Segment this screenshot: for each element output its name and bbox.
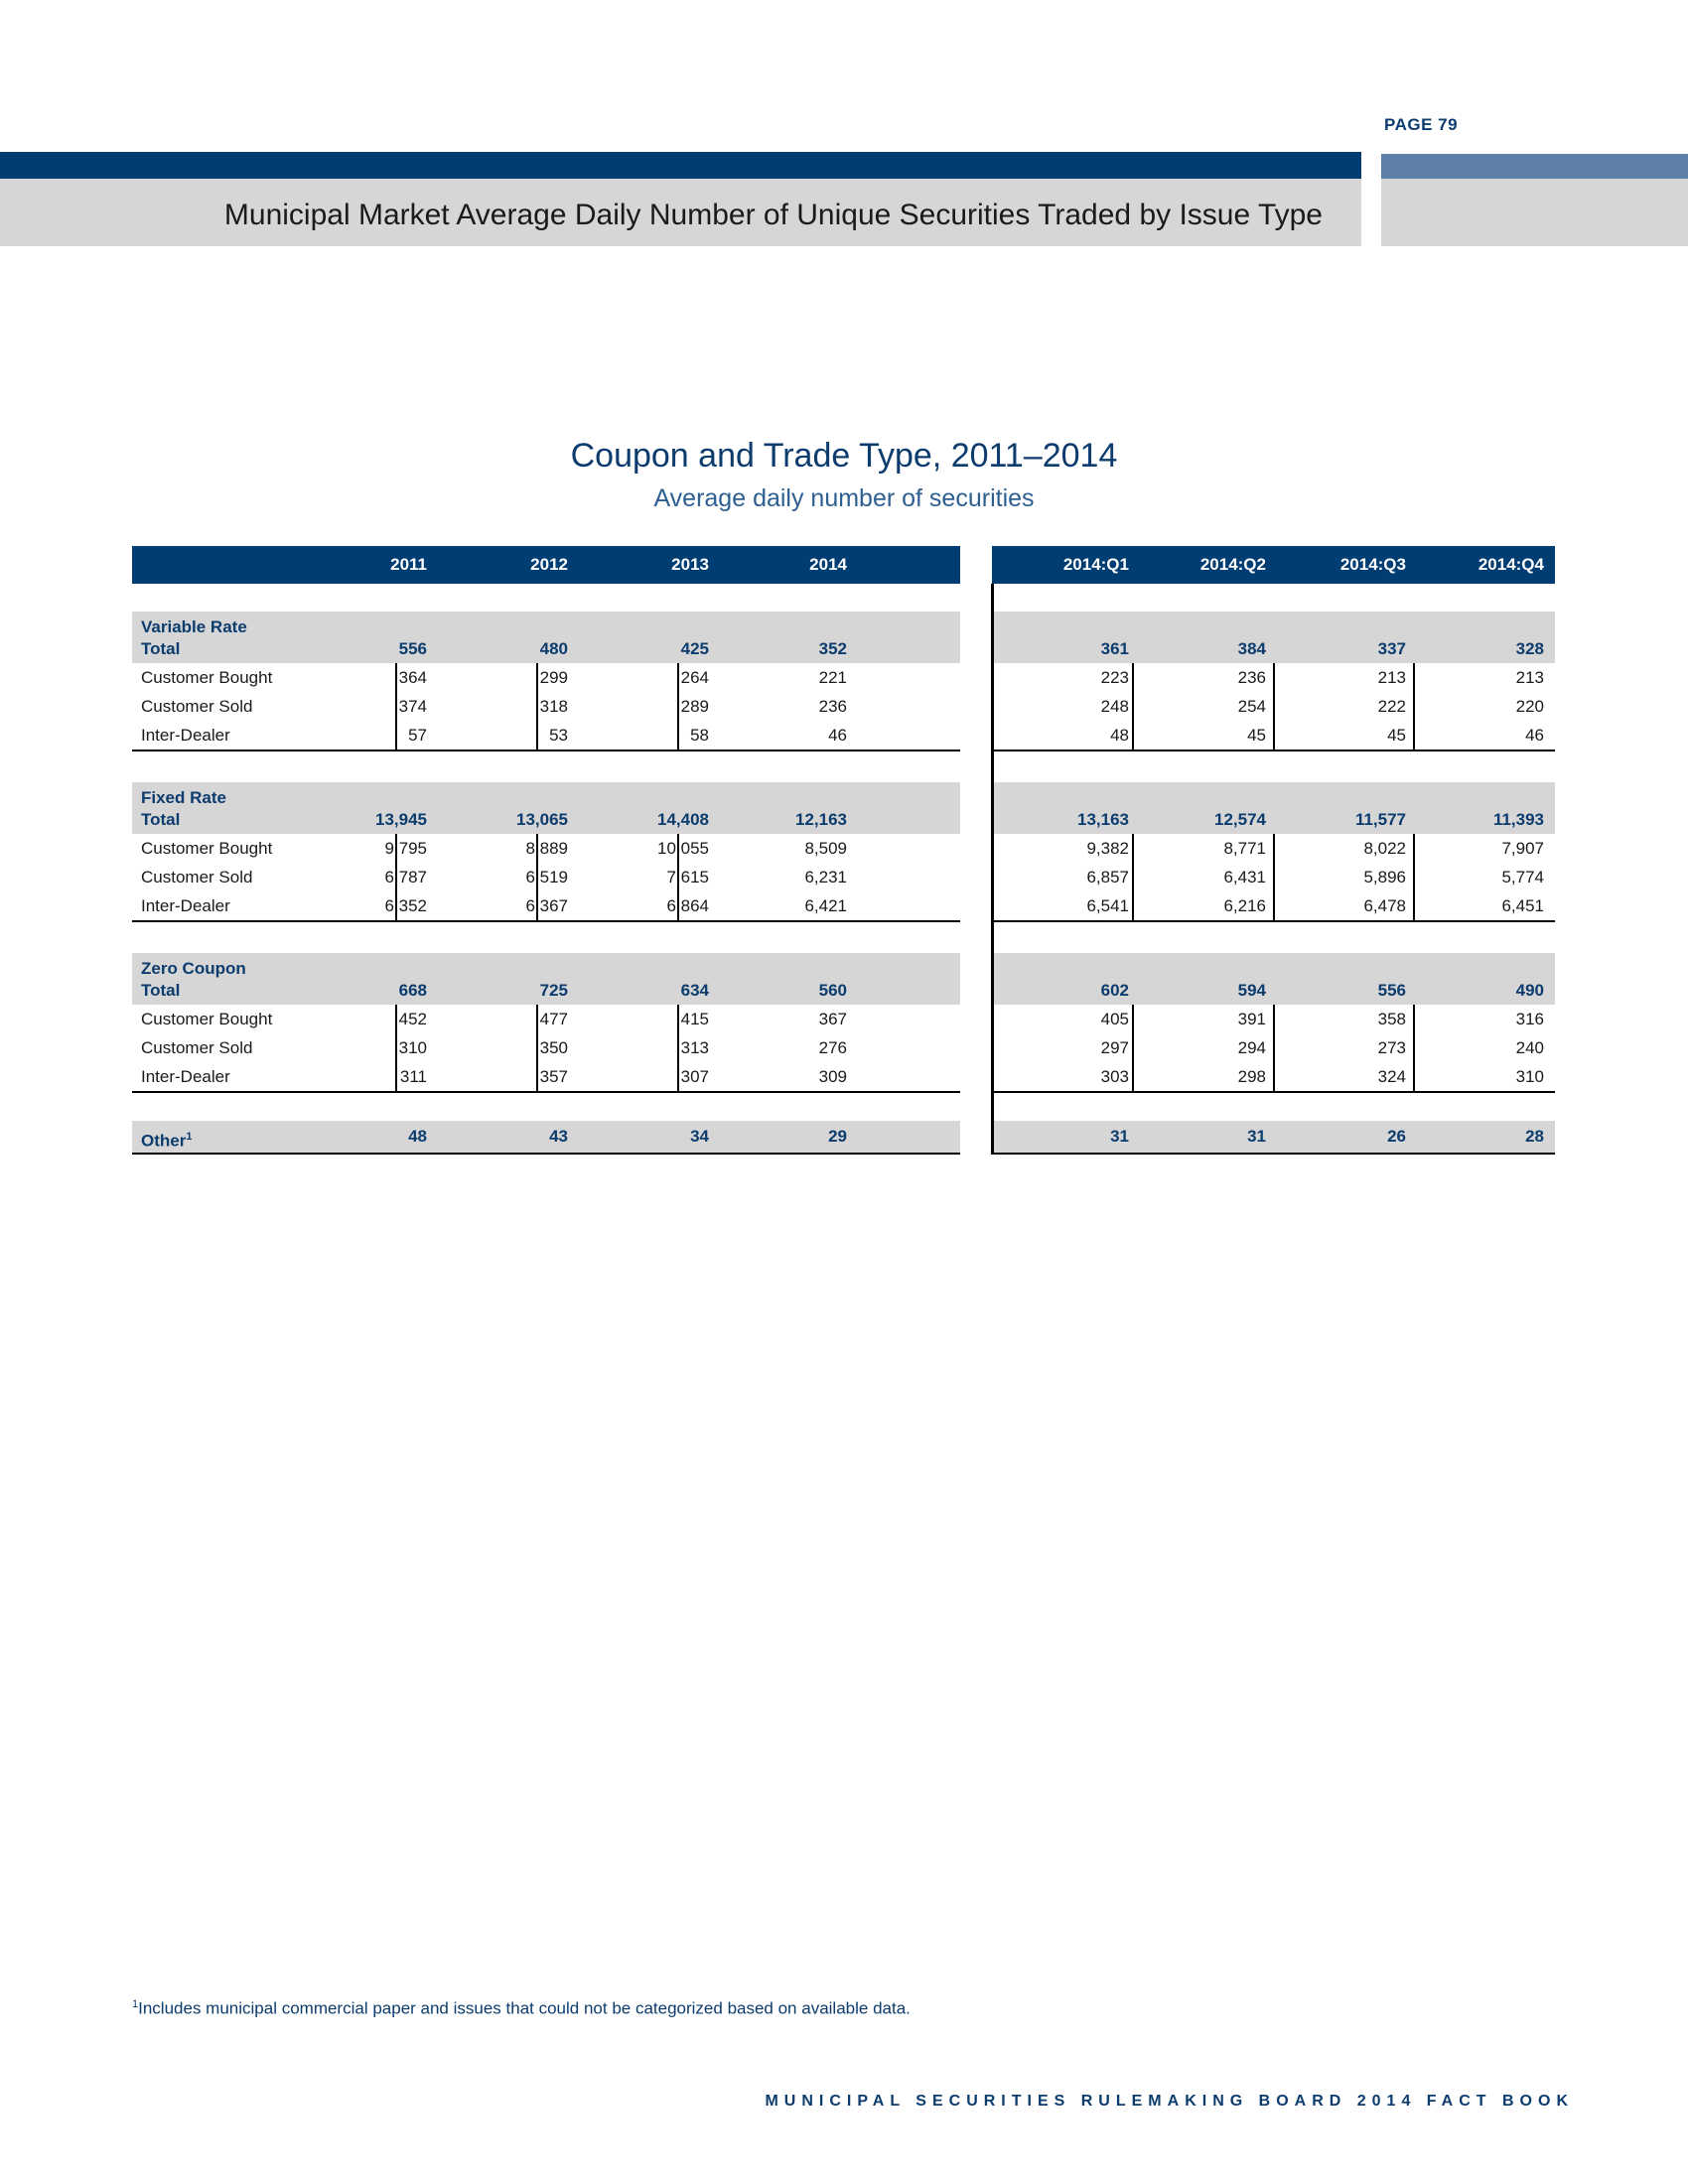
- other-value: 29: [828, 1127, 847, 1146]
- group-header-row: [132, 953, 1555, 1005]
- cell-value: 477: [539, 1010, 568, 1028]
- cell-value: 391: [1237, 1010, 1266, 1028]
- column-separator: [1132, 692, 1134, 721]
- total-value: 12,163: [795, 810, 847, 829]
- header-divider-gap: [960, 546, 992, 584]
- column-separator: [1273, 891, 1275, 920]
- cell-value: 248: [1100, 697, 1129, 716]
- row-spacer: [132, 751, 1555, 782]
- cell-value: 9,382: [1086, 839, 1129, 858]
- total-value: 725: [539, 981, 568, 1000]
- cell-value: 313: [680, 1038, 709, 1057]
- cell-value: 264: [680, 668, 709, 687]
- cell-value: 8,022: [1363, 839, 1406, 858]
- header-tab-gray: [1381, 179, 1688, 246]
- table-row: [132, 1033, 1555, 1062]
- column-separator: [395, 1033, 397, 1062]
- row-label: Customer Sold: [141, 1038, 253, 1057]
- section-divider-line: [991, 584, 994, 1155]
- column-separator: [1413, 1062, 1415, 1091]
- cell-value: 222: [1377, 697, 1406, 716]
- total-value: 13,163: [1077, 810, 1129, 829]
- footer-publication: MUNICIPAL SECURITIES RULEMAKING BOARD 2014 FACT BOOK: [765, 2093, 1574, 2110]
- cell-value: 405: [1100, 1010, 1129, 1028]
- total-label: Total: [141, 981, 181, 1000]
- column-separator: [677, 1062, 679, 1091]
- cell-value: 364: [398, 668, 427, 687]
- total-value: 490: [1515, 981, 1544, 1000]
- total-value: 11,393: [1492, 810, 1544, 829]
- cell-value: 46: [1525, 726, 1544, 745]
- cell-value: 6,216: [1223, 896, 1266, 915]
- column-separator: [536, 692, 538, 721]
- column-separator: [395, 663, 397, 692]
- column-header: 2012: [530, 555, 568, 574]
- cell-value: 6,519: [525, 868, 568, 887]
- cell-value: 276: [818, 1038, 847, 1057]
- total-value: 634: [680, 981, 709, 1000]
- section-divider-gap: [960, 584, 992, 1155]
- other-row: [132, 1121, 1555, 1155]
- cell-value: 53: [549, 726, 568, 745]
- footnote-text: Includes municipal commercial paper and issues that could not be categorized based on available data.: [138, 1998, 911, 2018]
- column-separator: [395, 1062, 397, 1091]
- total-value: 13,945: [375, 810, 427, 829]
- column-header: 2014:Q3: [1339, 555, 1406, 574]
- total-value: 594: [1237, 981, 1266, 1000]
- column-separator: [1413, 663, 1415, 692]
- cell-value: 236: [818, 697, 847, 716]
- total-value: 328: [1515, 639, 1544, 658]
- column-separator: [1273, 834, 1275, 863]
- cell-value: 5,774: [1501, 868, 1544, 887]
- group-name: Variable Rate: [141, 617, 247, 636]
- total-value: 352: [818, 639, 847, 658]
- other-value: 28: [1525, 1127, 1544, 1146]
- cell-value: 297: [1100, 1038, 1129, 1057]
- column-separator: [677, 692, 679, 721]
- header-tab-blue: [1381, 154, 1688, 179]
- cell-value: 415: [680, 1010, 709, 1028]
- cell-value: 452: [398, 1010, 427, 1028]
- other-value: 43: [549, 1127, 568, 1146]
- cell-value: 6,541: [1086, 896, 1129, 915]
- column-separator: [1413, 863, 1415, 891]
- column-separator: [1413, 1005, 1415, 1033]
- column-header: 2014:Q2: [1199, 555, 1266, 574]
- column-separator: [1273, 1005, 1275, 1033]
- column-separator: [395, 692, 397, 721]
- cell-value: 357: [539, 1067, 568, 1086]
- cell-value: 309: [818, 1067, 847, 1086]
- cell-value: 310: [398, 1038, 427, 1057]
- table-subtitle: Average daily number of securities: [653, 484, 1035, 512]
- row-spacer: [132, 1093, 1555, 1121]
- column-separator: [1273, 692, 1275, 721]
- cell-value: 236: [1237, 668, 1266, 687]
- cell-value: 45: [1247, 726, 1266, 745]
- cell-value: 8,771: [1223, 839, 1266, 858]
- cell-value: 46: [828, 726, 847, 745]
- table-row: [132, 863, 1555, 891]
- cell-value: 374: [398, 697, 427, 716]
- cell-value: 6,478: [1363, 896, 1406, 915]
- cell-value: 254: [1237, 697, 1266, 716]
- total-value: 13,065: [516, 810, 568, 829]
- data-table: [132, 546, 1555, 1155]
- cell-value: 350: [539, 1038, 568, 1057]
- cell-value: 6,431: [1223, 868, 1266, 887]
- total-value: 384: [1237, 639, 1266, 658]
- cell-value: 294: [1237, 1038, 1266, 1057]
- row-label: Inter-Dealer: [141, 896, 230, 915]
- table-row: [132, 663, 1555, 692]
- total-value: 337: [1377, 639, 1406, 658]
- table-row: [132, 1062, 1555, 1093]
- row-label: Customer Bought: [141, 839, 273, 858]
- column-separator: [1273, 663, 1275, 692]
- column-separator: [536, 1062, 538, 1091]
- total-value: 668: [398, 981, 427, 1000]
- total-value: 11,577: [1354, 810, 1406, 829]
- cell-value: 8,509: [804, 839, 847, 858]
- total-label: Total: [141, 639, 181, 658]
- column-separator: [1132, 1033, 1134, 1062]
- section-title: Municipal Market Average Daily Number of Unique Securities Traded by Issue Type: [223, 199, 1323, 231]
- row-label: Inter-Dealer: [141, 726, 230, 745]
- cell-value: 6,864: [666, 896, 709, 915]
- cell-value: 57: [408, 726, 427, 745]
- cell-value: 311: [399, 1067, 427, 1086]
- cell-value: 221: [818, 668, 847, 687]
- column-separator: [1413, 1033, 1415, 1062]
- table-row: [132, 721, 1555, 751]
- page-number: PAGE 79: [1384, 115, 1459, 134]
- column-separator: [536, 1033, 538, 1062]
- column-separator: [1413, 692, 1415, 721]
- column-separator: [1132, 834, 1134, 863]
- other-value: 34: [690, 1127, 709, 1146]
- total-value: 560: [818, 981, 847, 1000]
- row-label: Customer Sold: [141, 868, 253, 887]
- group-header-row: [132, 612, 1555, 663]
- cell-value: 367: [818, 1010, 847, 1028]
- column-header: 2014:Q4: [1477, 555, 1544, 574]
- row-spacer: [132, 584, 1555, 612]
- group-name: Fixed Rate: [141, 788, 226, 807]
- table-header-row: [132, 546, 1555, 584]
- row-label: Customer Sold: [141, 697, 253, 716]
- total-value: 556: [398, 639, 427, 658]
- cell-value: 318: [539, 697, 568, 716]
- cell-value: 310: [1515, 1067, 1544, 1086]
- cell-value: 6,857: [1086, 868, 1129, 887]
- column-separator: [1273, 1033, 1275, 1062]
- cell-value: 5,896: [1363, 868, 1406, 887]
- footnote-marker: 1: [186, 1131, 193, 1143]
- cell-value: 8,889: [525, 839, 568, 858]
- cell-value: 10,055: [657, 839, 709, 858]
- cell-value: 307: [680, 1067, 709, 1086]
- column-separator: [1413, 721, 1415, 750]
- cell-value: 58: [690, 726, 709, 745]
- table-row: [132, 1005, 1555, 1033]
- column-separator: [1132, 721, 1134, 750]
- cell-value: 7,907: [1501, 839, 1544, 858]
- total-value: 602: [1100, 981, 1129, 1000]
- column-separator: [536, 663, 538, 692]
- other-value: 48: [408, 1127, 427, 1146]
- cell-value: 213: [1515, 668, 1544, 687]
- cell-value: 316: [1515, 1010, 1544, 1028]
- total-value: 12,574: [1214, 810, 1266, 829]
- cell-value: 240: [1515, 1038, 1544, 1057]
- group-name: Zero Coupon: [141, 959, 246, 978]
- cell-value: 298: [1237, 1067, 1266, 1086]
- cell-value: 299: [539, 668, 568, 687]
- total-label: Total: [141, 810, 181, 829]
- cell-value: 6,352: [384, 896, 427, 915]
- total-value: 425: [680, 639, 709, 658]
- table-title: Coupon and Trade Type, 2011–2014: [570, 437, 1118, 475]
- group-header-row: [132, 782, 1555, 834]
- column-separator: [1273, 863, 1275, 891]
- table-row: [132, 834, 1555, 863]
- total-value: 361: [1100, 639, 1129, 658]
- cell-value: 324: [1377, 1067, 1406, 1086]
- column-header: 2011: [390, 555, 427, 574]
- column-separator: [1132, 891, 1134, 920]
- column-separator: [677, 1005, 679, 1033]
- cell-value: 6,451: [1501, 896, 1544, 915]
- column-separator: [1273, 1062, 1275, 1091]
- cell-value: 6,231: [804, 868, 847, 887]
- cell-value: 9,795: [384, 839, 427, 858]
- column-separator: [677, 721, 679, 750]
- column-header: 2014: [809, 555, 847, 574]
- column-separator: [1132, 1005, 1134, 1033]
- cell-value: 6,421: [804, 896, 847, 915]
- total-value: 480: [539, 639, 568, 658]
- cell-value: 223: [1100, 668, 1129, 687]
- column-separator: [677, 663, 679, 692]
- column-separator: [395, 1005, 397, 1033]
- cell-value: 7,615: [666, 868, 709, 887]
- footnote: [132, 1998, 911, 2019]
- column-separator: [677, 1033, 679, 1062]
- column-separator: [536, 721, 538, 750]
- other-value: 31: [1110, 1127, 1129, 1146]
- row-label: Customer Bought: [141, 1010, 273, 1028]
- table-row: [132, 692, 1555, 721]
- cell-value: 45: [1387, 726, 1406, 745]
- total-value: 556: [1377, 981, 1406, 1000]
- cell-value: 6,787: [384, 868, 427, 887]
- cell-value: 220: [1515, 697, 1544, 716]
- header-band-blue: [0, 152, 1361, 179]
- column-separator: [1132, 863, 1134, 891]
- cell-value: 213: [1377, 668, 1406, 687]
- column-separator: [395, 721, 397, 750]
- cell-value: 358: [1377, 1010, 1406, 1028]
- column-header: 2014:Q1: [1062, 555, 1129, 574]
- column-separator: [1273, 721, 1275, 750]
- row-label: Inter-Dealer: [141, 1067, 230, 1086]
- other-label: [141, 1121, 192, 1158]
- cell-value: 273: [1377, 1038, 1406, 1057]
- other-label-text: Other: [141, 1131, 187, 1151]
- row-spacer: [132, 922, 1555, 953]
- column-separator: [1132, 1062, 1134, 1091]
- column-separator: [1413, 891, 1415, 920]
- cell-value: 289: [680, 697, 709, 716]
- cell-value: 303: [1100, 1067, 1129, 1086]
- cell-value: 48: [1110, 726, 1129, 745]
- row-label: Customer Bought: [141, 668, 273, 687]
- column-separator: [1413, 834, 1415, 863]
- column-header: 2013: [671, 555, 709, 574]
- other-value: 26: [1387, 1127, 1406, 1146]
- table-row: [132, 891, 1555, 922]
- other-value: 31: [1247, 1127, 1266, 1146]
- footnote-marker: 1: [132, 1998, 139, 2010]
- cell-value: 6,367: [525, 896, 568, 915]
- column-separator: [1132, 663, 1134, 692]
- column-separator: [536, 1005, 538, 1033]
- total-value: 14,408: [657, 810, 709, 829]
